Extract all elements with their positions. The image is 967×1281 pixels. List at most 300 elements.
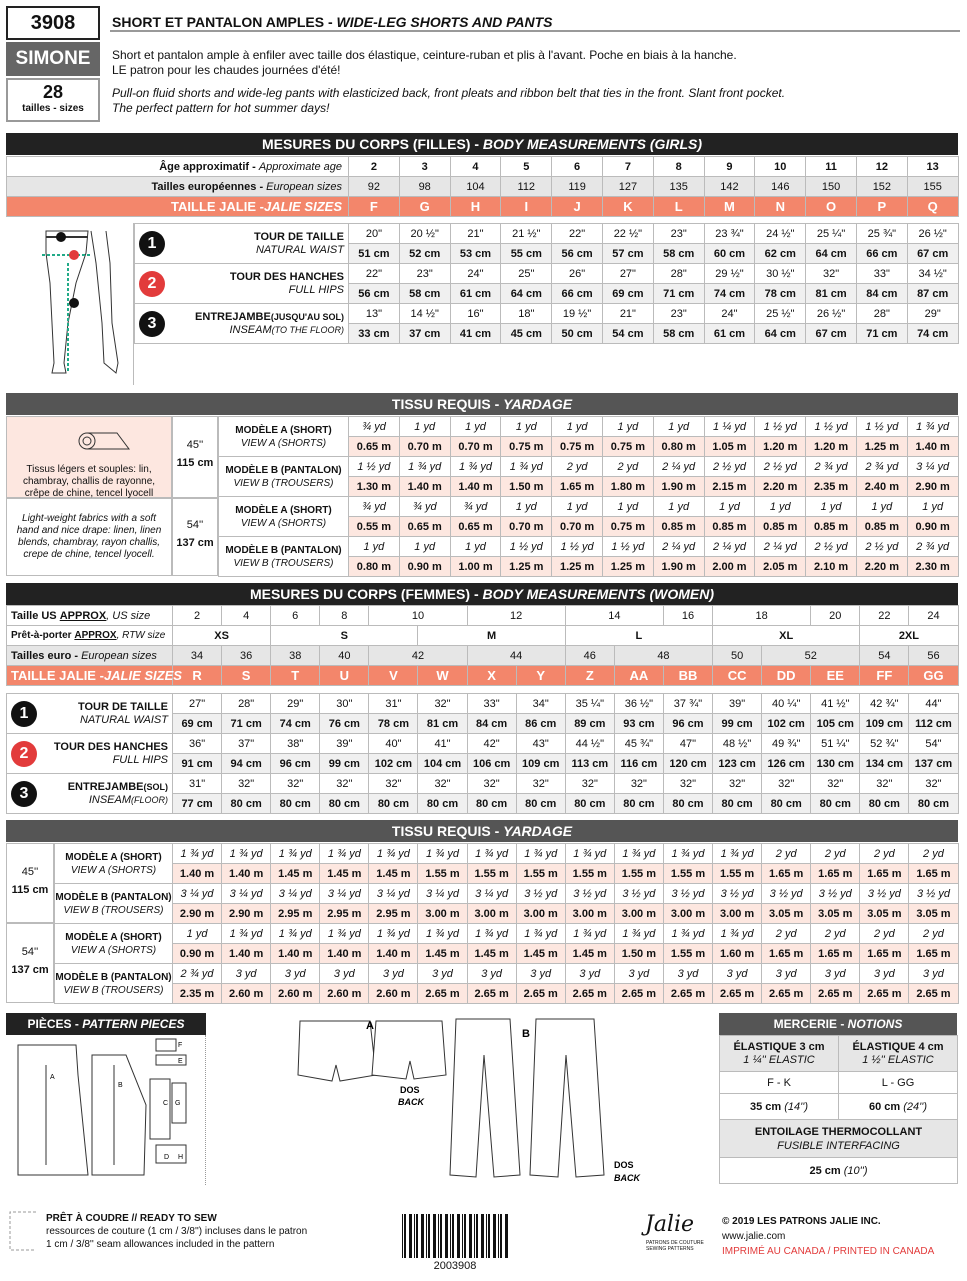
girls-yard-m: 2.20 m	[856, 557, 907, 577]
women-jalie-size: T	[271, 666, 320, 686]
girls-m3-cm: 67 cm	[806, 324, 857, 344]
girls-age: 6	[552, 157, 603, 177]
copyright-block: © 2019 LES PATRONS JALIE INC. www.jalie.com IMPRIMÉ AU CANADA / PRINTED IN CANADA	[722, 1216, 935, 1257]
barcode-number: 2003908	[433, 1260, 477, 1272]
women-yard-yd: 1 ¾ yd	[369, 924, 418, 944]
garment-views-icon	[210, 1015, 710, 1190]
girls-m3-in: 26 ½"	[806, 304, 857, 324]
description-fr	[112, 48, 952, 78]
women-m3-in: 32"	[516, 774, 565, 794]
girls-yard-yd: ¾ yd	[450, 497, 501, 517]
girls-m2-in: 28"	[653, 264, 704, 284]
women-m1-cm: 96 cm	[663, 714, 712, 734]
description-en-line1: Pull-on fluid shorts and wide-leg pants with elasticized back, front pleats and ribbon belt that ties in the front. Slant front pocket.	[112, 86, 786, 100]
girls-yard-yd: 1 yd	[399, 417, 450, 437]
girls-yard-m: 2.00 m	[704, 557, 755, 577]
girls-yard-yd: 2 yd	[552, 457, 603, 477]
women-jalie-size: CC	[713, 666, 762, 686]
women-m3-cm: 80 cm	[467, 794, 516, 814]
women-yard-m: 1.55 m	[565, 864, 614, 884]
girls-yard-m: 0.90 m	[399, 557, 450, 577]
girls-yard-yd: 1 ¾ yd	[399, 457, 450, 477]
women-m3-cm: 80 cm	[614, 794, 663, 814]
women-jalie-size: Y	[516, 666, 565, 686]
girls-age: 5	[501, 157, 552, 177]
girls-euro: 92	[349, 177, 400, 197]
euro-size: 54	[860, 646, 909, 666]
women-yard-yd: 1 ¾ yd	[516, 924, 565, 944]
piece-label-e: E	[178, 1058, 183, 1065]
rtw-size: S	[271, 626, 418, 646]
women-jalie-size: GG	[909, 666, 958, 686]
girls-yard-yd: 1 ½ yd	[856, 417, 907, 437]
women-yard-yd: 1 ¾ yd	[516, 844, 565, 864]
girls-euro: 152	[856, 177, 907, 197]
women-jalie-size: EE	[811, 666, 860, 686]
piece-label-b: B	[118, 1082, 123, 1089]
women-m2-cm: 106 cm	[467, 754, 516, 774]
girls-age: 13	[907, 157, 958, 177]
number-badge-icon: 2	[11, 741, 37, 767]
women-yard-m: 2.65 m	[909, 984, 958, 1004]
women-yard-label-a54: MODÈLE A (SHORT) VIEW A (SHORTS)	[55, 924, 173, 964]
women-yard-yd: 2 yd	[860, 924, 909, 944]
number-badge-icon: 1	[11, 701, 37, 727]
women-yard-m: 1.45 m	[467, 944, 516, 964]
women-yard-m: 1.50 m	[614, 944, 663, 964]
description-en-line2: The perfect pattern for hot summer days!	[112, 101, 330, 115]
website-link[interactable]: www.jalie.com	[722, 1231, 786, 1242]
description-fr-line1: Short et pantalon ample à enfiler avec taille dos élastique, ceinture-ruban et plis à l'avant. Poche en biais à la hanche.	[112, 48, 737, 62]
women-m2-in: 52 ¾"	[860, 734, 909, 754]
sizes-badge	[6, 78, 100, 122]
girls-m1-cm: 52 cm	[399, 244, 450, 264]
euro-size: 38	[271, 646, 320, 666]
women-yard-yd: 3 yd	[320, 964, 369, 984]
girls-m1-cm: 67 cm	[907, 244, 958, 264]
women-yard-m: 2.65 m	[565, 984, 614, 1004]
girls-m1-cm: 60 cm	[704, 244, 755, 264]
women-yard-m: 3.00 m	[565, 904, 614, 924]
women-m1-in: 35 ¼"	[565, 694, 614, 714]
women-yard-m: 2.65 m	[614, 984, 663, 1004]
women-m2-cm: 91 cm	[173, 754, 222, 774]
women-yard-m: 1.55 m	[663, 864, 712, 884]
women-yard-m: 1.40 m	[222, 864, 271, 884]
girls-yard-yd: 1 yd	[399, 537, 450, 557]
women-yard-m: 2.65 m	[516, 984, 565, 1004]
girls-yard-m: 1.40 m	[450, 477, 501, 497]
women-yard-m: 2.60 m	[320, 984, 369, 1004]
women-yard-yd: 1 ¾ yd	[565, 924, 614, 944]
girls-m3-cm: 50 cm	[552, 324, 603, 344]
girls-m3-in: 19 ½"	[552, 304, 603, 324]
girls-yard-m: 1.05 m	[704, 437, 755, 457]
description-en	[112, 86, 952, 116]
pattern-pieces-diagram	[6, 1035, 206, 1185]
girls-yard-m: 1.90 m	[653, 557, 704, 577]
girls-yard-yd: 1 ½ yd	[349, 457, 400, 477]
women-yard-yd: 1 yd	[173, 924, 222, 944]
girls-yard-m: 0.90 m	[907, 517, 958, 537]
girls-yard-m: 0.80 m	[653, 437, 704, 457]
women-m3-in: 32"	[369, 774, 418, 794]
women-m3-in: 32"	[271, 774, 320, 794]
women-m3-cm: 80 cm	[369, 794, 418, 814]
girls-yard-yd: 1 yd	[806, 497, 857, 517]
girls-measure-label-1: 1 TOUR DE TAILLE NATURAL WAIST	[135, 224, 349, 264]
euro-size: 48	[614, 646, 712, 666]
girls-euro: 98	[399, 177, 450, 197]
women-m2-cm: 137 cm	[909, 754, 958, 774]
girls-yard-m: 1.80 m	[602, 477, 653, 497]
women-m3-cm: 80 cm	[762, 794, 811, 814]
women-yard-yd: 1 ¾ yd	[713, 924, 762, 944]
women-yard-m: 2.95 m	[271, 904, 320, 924]
women-yard-m: 1.65 m	[909, 944, 958, 964]
us-size: 2	[173, 606, 222, 626]
girls-yard-yd: 1 yd	[349, 537, 400, 557]
girls-yard-label-b45: MODÈLE B (PANTALON) VIEW B (TROUSERS)	[219, 457, 349, 497]
girls-jalie-size: P	[856, 197, 907, 217]
girls-m2-cm: 84 cm	[856, 284, 907, 304]
sizes-count: 28	[42, 82, 64, 102]
women-yard-yd: 2 yd	[762, 924, 811, 944]
women-m1-in: 41 ½"	[811, 694, 860, 714]
women-yard-yd: 1 ¾ yd	[222, 924, 271, 944]
us-size: 12	[467, 606, 565, 626]
women-yardage-title: TISSU REQUIS - YARDAGE	[6, 820, 958, 842]
girls-jalie-size: J	[552, 197, 603, 217]
fabric-roll-icon	[7, 417, 173, 461]
view-a-label: A	[366, 1020, 374, 1032]
euro-size: 40	[320, 646, 369, 666]
girls-jalie-size: M	[704, 197, 755, 217]
women-m3-cm: 80 cm	[860, 794, 909, 814]
women-yard-yd: 1 ¾ yd	[713, 844, 762, 864]
us-size: 10	[369, 606, 467, 626]
girls-m1-cm: 53 cm	[450, 244, 501, 264]
women-m1-cm: 69 cm	[173, 714, 222, 734]
girls-yard-yd: 1 ¾ yd	[907, 417, 958, 437]
women-jalie-size: DD	[762, 666, 811, 686]
women-m3-cm: 77 cm	[173, 794, 222, 814]
girls-yard-m: 0.85 m	[755, 517, 806, 537]
girls-m3-in: 28"	[856, 304, 907, 324]
women-m1-cm: 112 cm	[909, 714, 958, 734]
girls-yard-yd: 1 yd	[602, 497, 653, 517]
fabric-text-fr: Tissus légers et souples: lin, chambray, challis de rayonne, crêpe de chine, tencel lyocell	[22, 464, 156, 499]
women-yard-m: 3.05 m	[860, 904, 909, 924]
girls-yard-m: 1.40 m	[907, 437, 958, 457]
girls-measure-table	[134, 223, 959, 344]
pattern-number: 3908	[6, 6, 100, 40]
girls-m2-cm: 61 cm	[450, 284, 501, 304]
women-yard-m: 1.40 m	[369, 944, 418, 964]
us-size: 24	[909, 606, 958, 626]
euro-size: 56	[909, 646, 958, 666]
pattern-name: SIMONE	[6, 42, 100, 76]
women-yard-m: 1.65 m	[860, 864, 909, 884]
girls-m3-cm: 58 cm	[653, 324, 704, 344]
girls-yard-yd: 1 ¾ yd	[501, 457, 552, 477]
women-yard-m: 2.35 m	[173, 984, 222, 1004]
number-badge-icon: 3	[139, 311, 165, 337]
girls-age: 8	[653, 157, 704, 177]
women-m3-cm: 80 cm	[320, 794, 369, 814]
girls-yard-label-a45: MODÈLE A (SHORT) VIEW A (SHORTS)	[219, 417, 349, 457]
women-jalie-size: S	[222, 666, 271, 686]
girls-yard-yd: 1 yd	[450, 417, 501, 437]
women-m1-cm: 93 cm	[614, 714, 663, 734]
rtw-size: 2XL	[860, 626, 958, 646]
girls-yard-yd: 1 yd	[501, 417, 552, 437]
women-yard-yd: 3 ½ yd	[565, 884, 614, 904]
women-m3-in: 32"	[762, 774, 811, 794]
women-m2-in: 47"	[663, 734, 712, 754]
us-size: 4	[222, 606, 271, 626]
logo-subtitle: PATRONS DE COUTURE SEWING PATTERNS	[646, 1240, 704, 1252]
number-badge-icon: 2	[139, 271, 165, 297]
girls-m3-in: 18"	[501, 304, 552, 324]
number-badge-icon: 1	[139, 231, 165, 257]
girls-yard-m: 2.90 m	[907, 477, 958, 497]
women-measure-label-2: 2 TOUR DES HANCHES FULL HIPS	[7, 734, 173, 774]
women-m3-cm: 80 cm	[222, 794, 271, 814]
pieces-title: PIÈCES - PATTERN PIECES	[6, 1013, 206, 1035]
girls-yard-m: 1.50 m	[501, 477, 552, 497]
women-yard-yd: 3 ½ yd	[811, 884, 860, 904]
women-yard-m: 1.60 m	[713, 944, 762, 964]
women-m2-cm: 104 cm	[418, 754, 467, 774]
girls-m3-cm: 74 cm	[907, 324, 958, 344]
girls-m1-cm: 58 cm	[653, 244, 704, 264]
women-yard-m: 3.05 m	[811, 904, 860, 924]
girls-yard-yd: ¾ yd	[399, 497, 450, 517]
girls-yard-yd: 2 ¾ yd	[856, 457, 907, 477]
women-yard-m: 2.95 m	[320, 904, 369, 924]
girls-age: 11	[806, 157, 857, 177]
girls-yard-yd: 2 yd	[602, 457, 653, 477]
girls-m3-cm: 45 cm	[501, 324, 552, 344]
women-m3-cm: 80 cm	[271, 794, 320, 814]
women-measure-table	[6, 693, 959, 814]
women-m2-cm: 94 cm	[222, 754, 271, 774]
women-yard-m: 2.90 m	[222, 904, 271, 924]
girls-m1-in: 25 ¼"	[806, 224, 857, 244]
fabric-roll-box	[6, 416, 172, 498]
piece-label-c: C	[163, 1100, 169, 1107]
women-m2-in: 43"	[516, 734, 565, 754]
women-yardage-table	[54, 843, 959, 1004]
girls-yard-m: 2.35 m	[806, 477, 857, 497]
women-m1-cm: 76 cm	[320, 714, 369, 734]
women-measure-label-3: 3 ENTREJAMBE(SOL) INSEAM(FLOOR)	[7, 774, 173, 814]
girls-yard-m: 1.25 m	[501, 557, 552, 577]
women-m1-cm: 86 cm	[516, 714, 565, 734]
women-jalie-size: X	[467, 666, 516, 686]
women-m2-in: 45 ¾"	[614, 734, 663, 754]
women-m1-cm: 105 cm	[811, 714, 860, 734]
women-m1-in: 28"	[222, 694, 271, 714]
girls-m2-cm: 81 cm	[806, 284, 857, 304]
girls-m1-in: 24 ½"	[755, 224, 806, 244]
girls-m3-in: 24"	[704, 304, 755, 324]
girls-m1-cm: 57 cm	[602, 244, 653, 264]
girls-age-row: Âge approximatif - Approximate age 2 3 4 5 6 7 8 9 10 11 12 13	[7, 157, 959, 177]
women-yard-m: 1.55 m	[663, 944, 712, 964]
women-yard-m: 2.65 m	[811, 984, 860, 1004]
girls-yard-m: 1.65 m	[552, 477, 603, 497]
women-m2-cm: 116 cm	[614, 754, 663, 774]
women-yard-yd: 3 yd	[811, 964, 860, 984]
piece-label-f: F	[178, 1042, 183, 1049]
women-m2-in: 36"	[173, 734, 222, 754]
girls-m1-in: 25 ¾"	[856, 224, 907, 244]
women-m3-in: 32"	[811, 774, 860, 794]
girls-m1-in: 22"	[552, 224, 603, 244]
girls-jalie-size: O	[806, 197, 857, 217]
women-yard-yd: 3 ¼ yd	[369, 884, 418, 904]
women-m2-in: 37"	[222, 734, 271, 754]
women-yard-m: 1.40 m	[271, 944, 320, 964]
girls-m2-in: 29 ½"	[704, 264, 755, 284]
rtw-size: M	[418, 626, 565, 646]
women-m1-in: 31"	[369, 694, 418, 714]
women-yard-m: 1.65 m	[762, 944, 811, 964]
women-m1-cm: 71 cm	[222, 714, 271, 734]
women-yard-m: 3.00 m	[516, 904, 565, 924]
girls-m2-in: 33"	[856, 264, 907, 284]
women-jalie-size: AA	[614, 666, 663, 686]
women-yard-m: 1.40 m	[320, 944, 369, 964]
women-yard-m: 1.65 m	[909, 864, 958, 884]
view-b-label: B	[522, 1028, 530, 1040]
women-yard-m: 3.00 m	[614, 904, 663, 924]
girls-yard-yd: 1 yd	[501, 497, 552, 517]
girls-m2-cm: 87 cm	[907, 284, 958, 304]
women-yard-yd: 1 ¾ yd	[614, 844, 663, 864]
women-yard-yd: 1 ¾ yd	[271, 844, 320, 864]
women-yard-m: 3.05 m	[909, 904, 958, 924]
girls-m1-cm: 51 cm	[349, 244, 400, 264]
women-yard-m: 3.05 m	[762, 904, 811, 924]
girls-age: 12	[856, 157, 907, 177]
ready-to-sew: PRÊT À COUDRE // READY TO SEW ressources de couture (1 cm / 3/8'') incluses dans le patron 1 cm / 3/8'' seam allowances included in the pattern	[46, 1213, 308, 1250]
women-yard-yd: 1 ¾ yd	[467, 844, 516, 864]
girls-m1-in: 23"	[653, 224, 704, 244]
women-m3-in: 32"	[565, 774, 614, 794]
views-illustration	[210, 1015, 710, 1190]
girls-yard-m: 0.75 m	[501, 437, 552, 457]
euro-size: 44	[467, 646, 565, 666]
women-yard-m: 1.45 m	[320, 864, 369, 884]
girls-yard-yd: 2 ¼ yd	[704, 537, 755, 557]
girls-yard-m: 0.85 m	[653, 517, 704, 537]
women-m2-in: 41"	[418, 734, 467, 754]
us-size: 8	[320, 606, 369, 626]
women-yard-yd: 3 yd	[860, 964, 909, 984]
women-m2-cm: 126 cm	[762, 754, 811, 774]
women-m1-cm: 89 cm	[565, 714, 614, 734]
women-m3-in: 32"	[860, 774, 909, 794]
girls-yard-m: 1.25 m	[856, 437, 907, 457]
description-fr-line2: LE patron pour les chaudes journées d'été!	[112, 63, 341, 77]
girls-m3-cm: 54 cm	[602, 324, 653, 344]
girls-yard-yd: 2 ¾ yd	[907, 537, 958, 557]
girls-m3-in: 29"	[907, 304, 958, 324]
women-m2-cm: 113 cm	[565, 754, 614, 774]
girls-m2-cm: 64 cm	[501, 284, 552, 304]
women-yard-yd: 3 ¼ yd	[418, 884, 467, 904]
girls-yard-m: 0.70 m	[552, 517, 603, 537]
women-yard-yd: 1 ¾ yd	[271, 924, 320, 944]
euro-size: 52	[762, 646, 860, 666]
notions-table: ÉLASTIQUE 3 cm 1 ¼'' ELASTIC ÉLASTIQUE 4 cm 1 ½'' ELASTIC F - K L - GG 35 cm (14'') 60 cm (24'') ENTOILAGE THERMOCOLLANT FUSIBLE INTERFACING 25 cm (10'')	[719, 1035, 958, 1184]
women-yard-m: 2.65 m	[418, 984, 467, 1004]
girls-jalie-size: G	[399, 197, 450, 217]
girls-age: 3	[399, 157, 450, 177]
women-m2-cm: 102 cm	[369, 754, 418, 774]
women-yard-yd: 3 yd	[762, 964, 811, 984]
girls-m2-in: 34 ½"	[907, 264, 958, 284]
girls-m3-cm: 64 cm	[755, 324, 806, 344]
women-yard-yd: 3 ¼ yd	[320, 884, 369, 904]
women-m1-in: 39"	[713, 694, 762, 714]
girls-m3-cm: 61 cm	[704, 324, 755, 344]
dos-label-2: DOS	[614, 1160, 634, 1170]
girls-m1-cm: 66 cm	[856, 244, 907, 264]
women-yard-m: 1.55 m	[418, 864, 467, 884]
girls-yard-m: 0.80 m	[349, 557, 400, 577]
girls-m1-in: 21 ½"	[501, 224, 552, 244]
piece-label-h: H	[178, 1154, 184, 1161]
women-m1-in: 32"	[418, 694, 467, 714]
girls-age: 2	[349, 157, 400, 177]
women-yard-yd: 1 ¾ yd	[222, 844, 271, 864]
women-yard-m: 1.40 m	[173, 864, 222, 884]
girls-yard-yd: 1 yd	[602, 417, 653, 437]
women-yard-m: 1.55 m	[516, 864, 565, 884]
women-m3-in: 32"	[222, 774, 271, 794]
women-m2-in: 42"	[467, 734, 516, 754]
barcode	[400, 1214, 510, 1260]
body-figure-girls	[6, 223, 134, 385]
women-yard-yd: 2 yd	[762, 844, 811, 864]
women-yard-yd: 1 ¾ yd	[173, 844, 222, 864]
women-m2-in: 48 ½"	[713, 734, 762, 754]
women-yard-m: 2.60 m	[222, 984, 271, 1004]
title-en: WIDE-LEG SHORTS AND PANTS	[336, 14, 553, 30]
girls-euro: 142	[704, 177, 755, 197]
women-yard-yd: 3 yd	[516, 964, 565, 984]
girls-yard-yd: 1 yd	[653, 417, 704, 437]
women-yard-m: 1.65 m	[860, 944, 909, 964]
piece-label-a: A	[50, 1074, 55, 1081]
pattern-corner-icon	[6, 1208, 42, 1254]
women-yard-m: 1.65 m	[762, 864, 811, 884]
girls-euro: 135	[653, 177, 704, 197]
women-m3-cm: 80 cm	[516, 794, 565, 814]
rtw-size: L	[565, 626, 712, 646]
girls-m1-in: 20 ½"	[399, 224, 450, 244]
women-m2-cm: 109 cm	[516, 754, 565, 774]
girls-yard-m: 1.30 m	[349, 477, 400, 497]
girls-m1-in: 22 ½"	[602, 224, 653, 244]
women-yard-m: 2.65 m	[713, 984, 762, 1004]
girls-yard-yd: 1 yd	[907, 497, 958, 517]
euro-size: 46	[565, 646, 614, 666]
